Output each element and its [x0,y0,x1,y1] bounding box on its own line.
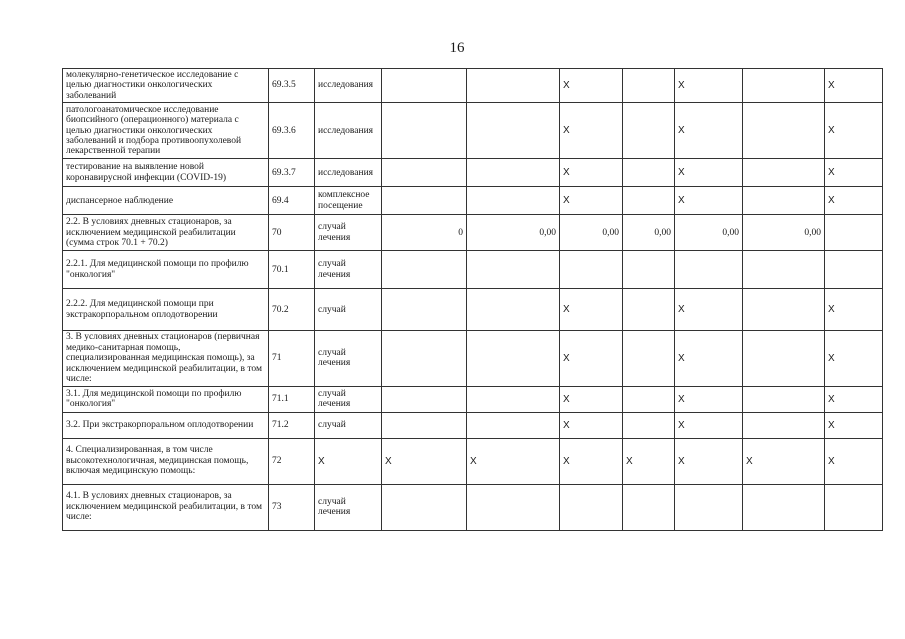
row-value-cell-c2 [467,331,560,386]
row-unit-cell: случай лечения [315,484,382,530]
row-value-cell-c7 [825,484,883,530]
row-name-cell: 2.2. В условиях дневных стационаров, за исключением медицинской реабилитации (сумма строк 70.1 + 70.2) [63,215,269,251]
row-name-cell: 3.1. Для медицинской помощи по профилю "онкология" [63,386,269,412]
table-row [63,215,883,251]
row-unit-cell: случай [315,289,382,331]
row-value-cell-c2 [467,187,560,215]
table-row [63,289,883,331]
row-unit-cell: комплексное посещение [315,187,382,215]
row-value-cell-c4 [623,289,675,331]
row-name-cell: молекулярно-генетическое исследование с целью диагностики онкологических заболеваний [63,69,269,103]
row-value-cell-c3: X [560,386,623,412]
row-value-cell-c1 [382,289,467,331]
row-value-cell-c5: X [675,438,743,484]
row-value-cell-c3 [560,484,623,530]
row-value-cell-c2 [467,69,560,103]
row-value-cell-c1: X [382,438,467,484]
row-unit-cell: случай лечения [315,331,382,386]
row-name-cell: патологоанатомическое исследование биопсийного (операционного) материала с целью диагностики онкологических заболеваний и подбора противоопухолевой лекарственной терапии [63,103,269,159]
row-value-cell-c2 [467,484,560,530]
row-value-cell-c4 [623,412,675,438]
table-row [63,159,883,187]
row-code-cell: 71 [269,331,315,386]
row-value-cell-c5: X [675,386,743,412]
row-value-cell-c5: X [675,289,743,331]
row-value-cell-c1 [382,331,467,386]
row-value-cell-c6 [743,412,825,438]
row-value-cell-c5: X [675,69,743,103]
row-value-cell-c6 [743,187,825,215]
row-value-cell-c2 [467,159,560,187]
row-code-cell: 69.4 [269,187,315,215]
row-value-cell-c2: X [467,438,560,484]
row-value-cell-c4 [623,69,675,103]
row-value-cell-c4: 0,00 [623,215,675,251]
row-value-cell-c5: X [675,412,743,438]
row-value-cell-c1 [382,69,467,103]
table-row [63,412,883,438]
row-value-cell-c2: 0,00 [467,215,560,251]
row-unit-cell: случай [315,412,382,438]
row-value-cell-c6 [743,69,825,103]
row-value-cell-c3: X [560,103,623,159]
row-value-cell-c6 [743,331,825,386]
row-value-cell-c3: X [560,187,623,215]
row-value-cell-c7: X [825,289,883,331]
row-value-cell-c6 [743,484,825,530]
row-value-cell-c6 [743,159,825,187]
row-value-cell-c4 [623,251,675,289]
row-name-cell: 3. В условиях дневных стационаров (первичная медико-санитарная помощь, специализированная медицинская помощь), за исключением медицинской реабилитации, в том числе: [63,331,269,386]
row-value-cell-c1 [382,412,467,438]
row-value-cell-c5: 0,00 [675,215,743,251]
row-value-cell-c5: X [675,159,743,187]
row-value-cell-c3: X [560,412,623,438]
row-value-cell-c4 [623,484,675,530]
row-value-cell-c2 [467,412,560,438]
row-value-cell-c5: X [675,103,743,159]
row-name-cell: 4. Специализированная, в том числе высокотехнологичная, медицинская помощь, включая медицинскую помощь: [63,438,269,484]
row-value-cell-c4 [623,103,675,159]
row-value-cell-c7: X [825,103,883,159]
table-row [63,187,883,215]
row-value-cell-c3: X [560,159,623,187]
row-unit-cell: случай лечения [315,215,382,251]
row-unit-cell: исследования [315,69,382,103]
row-value-cell-c6 [743,386,825,412]
row-unit-cell: X [315,438,382,484]
table-row [63,331,883,386]
row-value-cell-c4 [623,187,675,215]
row-unit-cell: исследования [315,103,382,159]
row-unit-cell: случай лечения [315,251,382,289]
row-value-cell-c5: X [675,187,743,215]
row-value-cell-c6: X [743,438,825,484]
row-value-cell-c1 [382,484,467,530]
row-code-cell: 69.3.7 [269,159,315,187]
table-row [63,103,883,159]
row-value-cell-c3: X [560,331,623,386]
table-row [63,69,883,103]
row-value-cell-c6: 0,00 [743,215,825,251]
row-value-cell-c7: X [825,438,883,484]
row-value-cell-c3: 0,00 [560,215,623,251]
row-value-cell-c2 [467,386,560,412]
row-value-cell-c5 [675,251,743,289]
row-code-cell: 70.1 [269,251,315,289]
row-value-cell-c1 [382,251,467,289]
row-value-cell-c2 [467,289,560,331]
row-name-cell: 2.2.1. Для медицинской помощи по профилю "онкология" [63,251,269,289]
row-unit-cell: исследования [315,159,382,187]
data-table [62,68,883,531]
row-value-cell-c7: X [825,412,883,438]
row-value-cell-c3: X [560,438,623,484]
table-row [63,251,883,289]
row-value-cell-c6 [743,289,825,331]
row-value-cell-c1: 0 [382,215,467,251]
row-value-cell-c2 [467,251,560,289]
row-value-cell-c7: X [825,69,883,103]
row-value-cell-c1 [382,103,467,159]
table-row [63,438,883,484]
row-code-cell: 72 [269,438,315,484]
page-number: 16 [449,40,465,56]
row-code-cell: 70.2 [269,289,315,331]
row-value-cell-c7 [825,251,883,289]
row-name-cell: 2.2.2. Для медицинской помощи при экстракорпоральном оплодотворении [63,289,269,331]
row-value-cell-c1 [382,159,467,187]
row-value-cell-c7: X [825,159,883,187]
row-name-cell: 4.1. В условиях дневных стационаров, за исключением медицинской реабилитации, в том числе: [63,484,269,530]
row-value-cell-c1 [382,386,467,412]
row-unit-cell: случай лечения [315,386,382,412]
row-code-cell: 69.3.6 [269,103,315,159]
table-row [63,386,883,412]
row-value-cell-c4 [623,331,675,386]
table-row [63,484,883,530]
row-value-cell-c3 [560,251,623,289]
row-value-cell-c1 [382,187,467,215]
row-value-cell-c7: X [825,331,883,386]
row-code-cell: 71.1 [269,386,315,412]
row-name-cell: тестирование на выявление новой коронавирусной инфекции (COVID-19) [63,159,269,187]
row-value-cell-c4: X [623,438,675,484]
row-name-cell: диспансерное наблюдение [63,187,269,215]
row-value-cell-c3: X [560,69,623,103]
row-code-cell: 70 [269,215,315,251]
row-value-cell-c4 [623,386,675,412]
row-value-cell-c7: X [825,386,883,412]
row-value-cell-c5 [675,484,743,530]
row-value-cell-c4 [623,159,675,187]
row-value-cell-c7: X [825,187,883,215]
row-code-cell: 73 [269,484,315,530]
row-value-cell-c5: X [675,331,743,386]
row-name-cell: 3.2. При экстракорпоральном оплодотворении [63,412,269,438]
row-code-cell: 71.2 [269,412,315,438]
row-value-cell-c6 [743,251,825,289]
row-value-cell-c3: X [560,289,623,331]
row-value-cell-c2 [467,103,560,159]
row-value-cell-c6 [743,103,825,159]
row-value-cell-c7 [825,215,883,251]
row-code-cell: 69.3.5 [269,69,315,103]
